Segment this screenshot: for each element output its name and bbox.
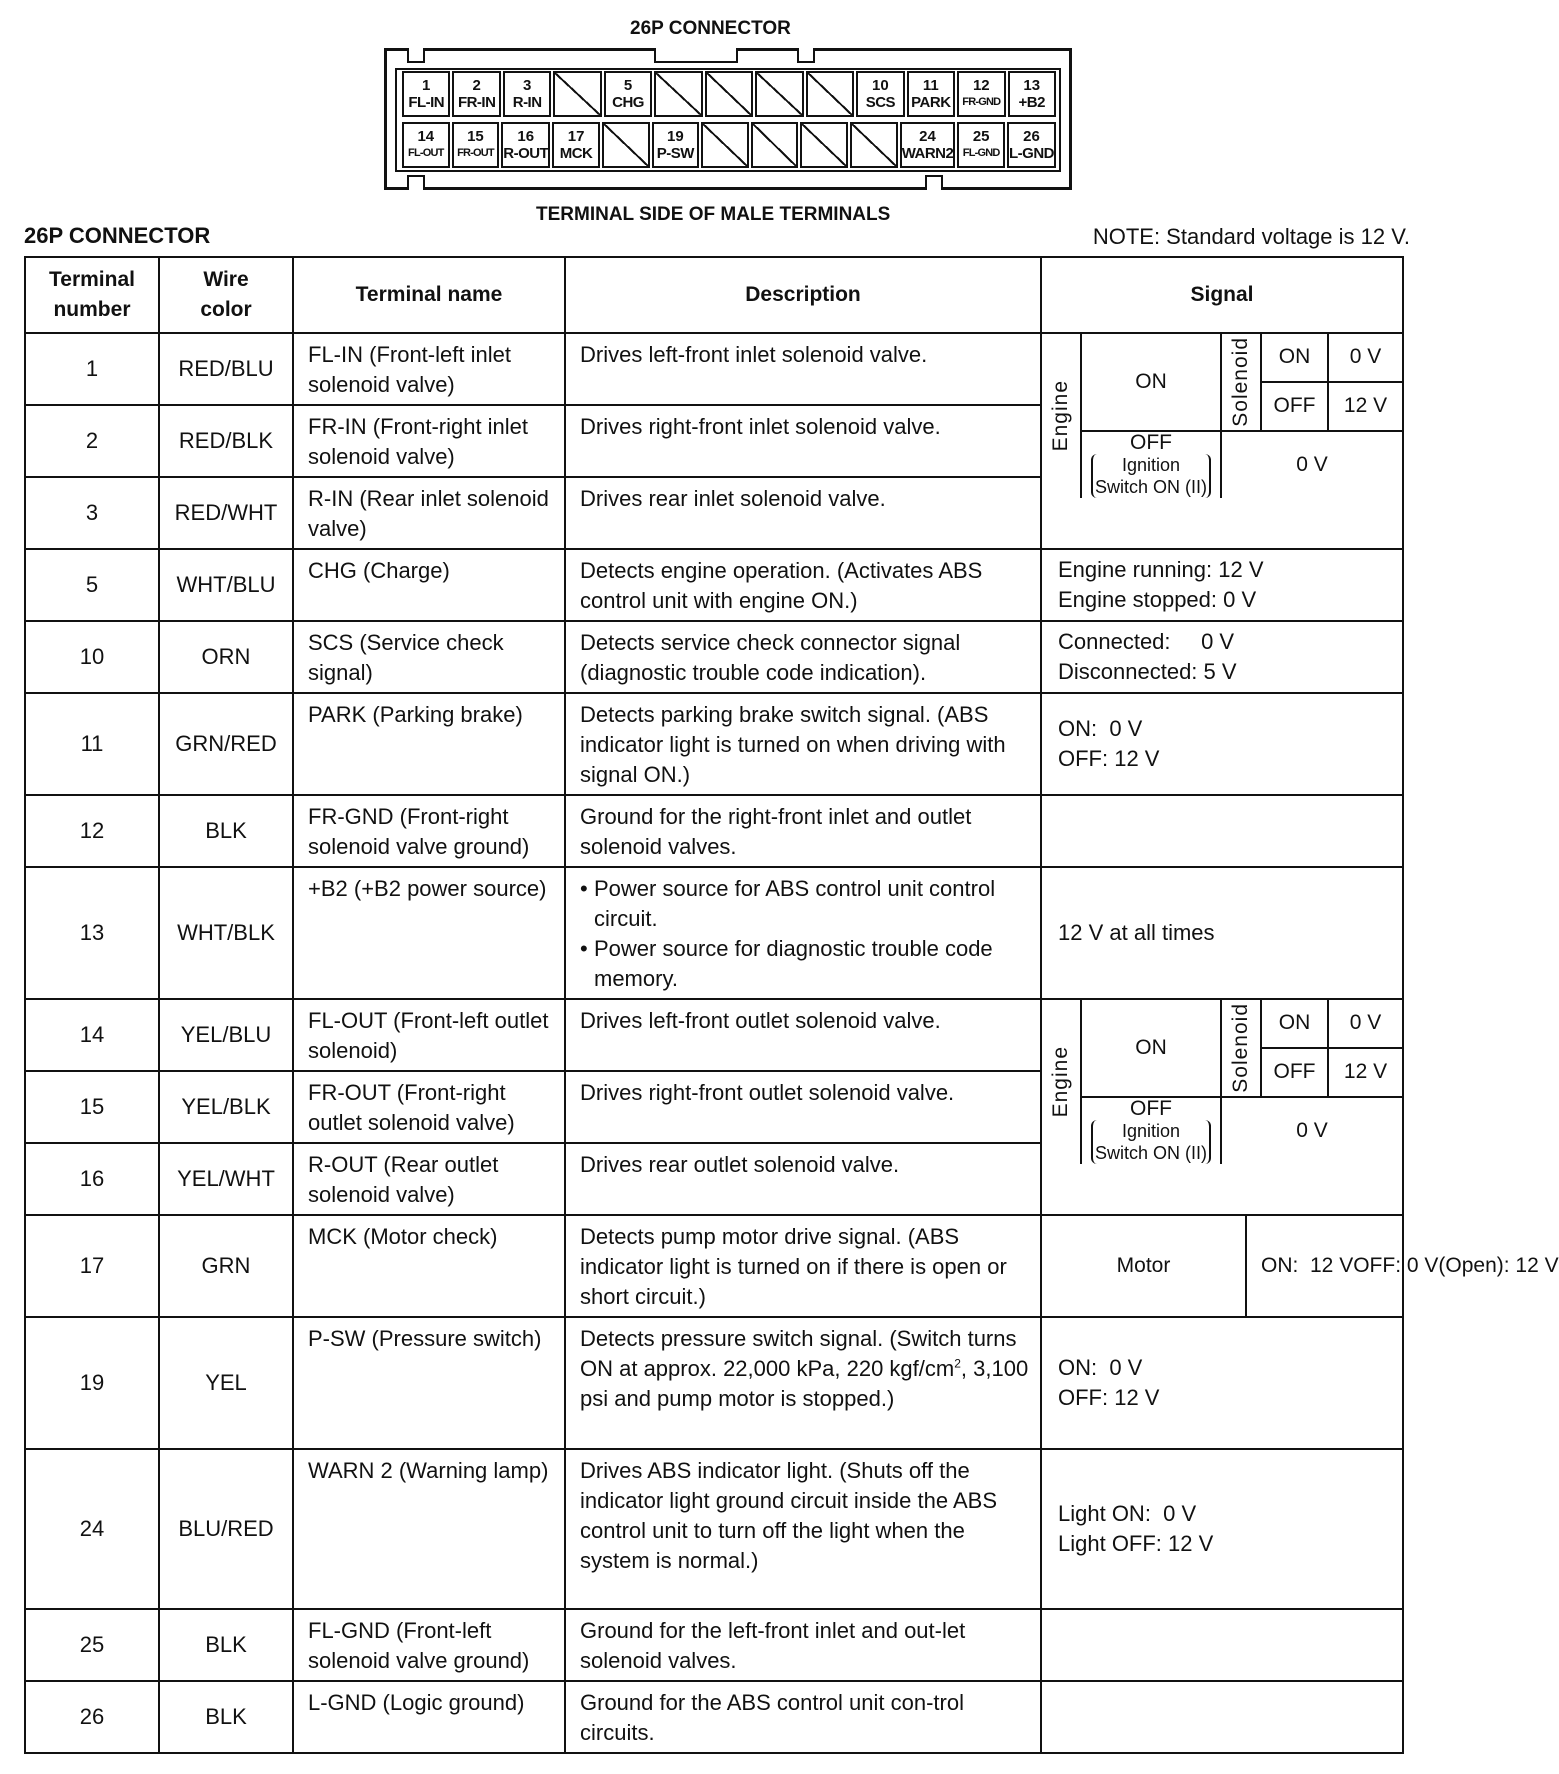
terminal-description: Drives right-front outlet solenoid valve. [565,1071,1041,1143]
connector-housing [395,68,1061,172]
terminal-number: 13 [25,867,159,999]
connector-subtitle: TERMINAL SIDE OF MALE TERMINALS [536,204,891,225]
solenoid-on-voltage: 0 V [1329,334,1402,383]
connector-pin [503,71,551,117]
connector-key-tab [797,48,815,63]
terminal-name: FL-OUT (Front-left outlet solenoid) [293,999,565,1071]
table-row [25,1317,1403,1449]
table-row [25,333,1403,405]
terminal-description: Drives rear outlet solenoid valve. [565,1143,1041,1215]
terminal-description: Detects service check connector signal (diagnostic trouble code indication). [565,621,1041,693]
wire-color: YEL/BLK [159,1071,293,1143]
ignition-switch-note: Ignition Switch ON (II) [1091,1120,1211,1164]
pin-number: 5 [623,77,633,94]
connector-pin [452,71,500,117]
wire-color: WHT/BLU [159,549,293,621]
pin-number: 24 [919,128,936,145]
terminal-number: 14 [25,999,159,1071]
connector-pin-empty [654,71,702,117]
terminal-description: Detects engine operation. (Activates ABS control unit with engine ON.) [565,549,1041,621]
engine-off-label: OFF [1130,1096,1172,1120]
connector-pin-empty [755,71,803,117]
terminal-number: 1 [25,333,159,405]
terminal-number: 5 [25,549,159,621]
connector-pin-empty [701,122,749,168]
terminal-number: 15 [25,1071,159,1143]
terminal-description: Drives ABS indicator light. (Shuts off the indicator light ground circuit inside the ABS control unit to turn off the light when the system is normal.) [565,1449,1041,1609]
connector-pin [957,122,1005,168]
connector-key-tab [925,175,943,190]
engine-on-label: ON [1082,334,1222,432]
terminal-number: 11 [25,693,159,795]
connector-pin [604,71,652,117]
table-row [25,693,1403,795]
wire-color: BLU/RED [159,1449,293,1609]
table-row [25,621,1403,693]
terminal-description: Ground for the ABS control unit con-trol circuits. [565,1681,1041,1753]
connector-title: 26P CONNECTOR [630,18,791,39]
solenoid-label: Solenoid [1222,334,1262,432]
terminal-number: 25 [25,1609,159,1681]
pin-label: MCK [559,145,593,162]
terminal-name: SCS (Service check signal) [293,621,565,693]
connector-pin [900,122,956,168]
terminal-name: WARN 2 (Warning lamp) [293,1449,565,1609]
table-row [25,1215,1403,1317]
table-row [25,1449,1403,1609]
terminal-description: Detects parking brake switch signal. (ABS indicator light is turned on when driving with signal ON.) [565,693,1041,795]
terminal-number: 10 [25,621,159,693]
connector-pin [501,122,550,168]
terminal-name: MCK (Motor check) [293,1215,565,1317]
solenoid-on-voltage: 0 V [1329,1000,1402,1049]
connector-pin [402,71,450,117]
terminal-description: Drives left-front inlet solenoid valve. [565,333,1041,405]
pin-number: 26 [1023,128,1040,145]
solenoid-off-voltage: 12 V [1329,1049,1402,1098]
connector-pin [402,122,450,168]
pin-label: R-OUT [503,145,549,162]
engine-off-label: OFF [1130,430,1172,454]
solenoid-on-label: ON [1262,334,1329,383]
solenoid-off-label: OFF [1262,1049,1329,1098]
terminal-description: Ground for the left-front inlet and out-let solenoid valves. [565,1609,1041,1681]
pin-number: 12 [972,77,990,94]
terminal-name: FR-OUT (Front-right outlet solenoid valve) [293,1071,565,1143]
terminal-number: 24 [25,1449,159,1609]
solenoid-off-voltage: 12 V [1329,383,1402,432]
terminal-name: R-OUT (Rear outlet solenoid valve) [293,1143,565,1215]
connector-key-tab [407,48,425,63]
pin-label: WARN2 [901,145,954,162]
wire-color: ORN [159,621,293,693]
terminal-number: 3 [25,477,159,549]
terminal-description: Ground for the right-front inlet and outlet solenoid valves. [565,795,1041,867]
connector-pin-empty [553,71,601,117]
connector-pin-empty [705,71,753,117]
table-row [25,549,1403,621]
pin-number: 3 [522,77,532,94]
terminal-table [24,256,1559,1754]
connector-pin-empty [602,122,650,168]
motor-signal-values: ON: 12 V OFF: 0 V (Open): 12 V [1261,1254,1559,1277]
pin-number: 13 [1023,77,1041,94]
connector-key-tab [654,48,738,63]
table-title: 26P CONNECTOR [24,223,211,248]
terminal-signal: 12 V at all times [1041,867,1403,999]
wire-color: YEL [159,1317,293,1449]
terminal-number: 16 [25,1143,159,1215]
wire-color: BLK [159,1609,293,1681]
pin-number: 25 [972,128,990,145]
pin-label: FL-OUT [408,147,444,159]
terminal-description: Drives right-front inlet solenoid valve. [565,405,1041,477]
terminal-signal: Connected: 0 V Disconnected: 5 V [1041,621,1403,693]
engine-off-block [1082,1098,1222,1164]
terminal-signal [1041,1609,1403,1681]
pin-number: 11 [922,77,939,94]
terminal-signal [1041,1215,1559,1317]
wire-color: BLK [159,795,293,867]
pin-label: FR-OUT [457,147,494,159]
terminal-signal [1041,795,1403,867]
connector-pin [856,71,904,117]
pin-label: +B2 [1018,94,1045,111]
pin-label: FL-IN [408,94,445,111]
terminal-signal: ON: 0 V OFF: 12 V [1041,1317,1403,1449]
header-description: Description [565,257,1041,333]
header-wire-color: Wire color [159,257,293,333]
wire-color: GRN/RED [159,693,293,795]
terminal-signal: Light ON: 0 V Light OFF: 12 V [1041,1449,1403,1609]
engine-label: Engine [1042,1000,1082,1164]
description-bullet: • Power source for diagnostic trouble code memory. [580,934,1032,994]
pin-number: 1 [422,77,431,94]
terminal-number: 19 [25,1317,159,1449]
pin-label: P-SW [656,145,694,162]
pin-number: 10 [872,77,889,94]
terminal-number: 2 [25,405,159,477]
terminal-name: PARK (Parking brake) [293,693,565,795]
table-row [25,1609,1403,1681]
pin-label: FR-IN [457,94,496,111]
solenoid-label: Solenoid [1222,1000,1262,1098]
connector-pin [1008,71,1056,117]
header-terminal-name: Terminal name [293,257,565,333]
terminal-name: L-GND (Logic ground) [293,1681,565,1753]
wire-color: YEL/WHT [159,1143,293,1215]
pin-number: 19 [667,128,684,145]
connector-row-top [401,70,1057,118]
connector-row-bottom [401,121,1057,169]
solenoid-on-label: ON [1262,1000,1329,1049]
motor-label: Motor [1042,1216,1247,1316]
wire-color: GRN [159,1215,293,1317]
terminal-number: 17 [25,1215,159,1317]
pin-number: 17 [567,128,585,145]
header-terminal-number: Terminal number [25,257,159,333]
terminal-number: 26 [25,1681,159,1753]
table-row [25,1681,1403,1753]
pin-label: PARK [911,94,951,111]
voltage-note: NOTE: Standard voltage is 12 V. [1092,224,1410,249]
connector-pin [1007,122,1056,168]
table-row [25,867,1403,999]
terminal-description: Drives left-front outlet solenoid valve. [565,999,1041,1071]
description-bullet: • Power source for ABS control unit control circuit. [580,874,1032,934]
solenoid-off-label: OFF [1262,383,1329,432]
connector-key-tab [407,175,425,190]
pin-number: 2 [472,77,481,94]
wire-color: RED/BLK [159,405,293,477]
wire-color: YEL/BLU [159,999,293,1071]
terminal-number: 12 [25,795,159,867]
connector-diagram [384,48,1072,190]
connector-pin-empty [850,122,898,168]
terminal-description: Detects pressure switch signal. (Switch turns ON at approx. 22,000 kPa, 220 kgf/$cm^2$, 3,100 psi and pump motor is stopped.) [565,1317,1041,1449]
wire-color: RED/WHT [159,477,293,549]
engine-on-label: ON [1082,1000,1222,1098]
engine-off-voltage: 0 V [1296,1118,1328,1142]
connector-pin [652,122,700,168]
terminal-name: FL-GND (Front-left solenoid valve ground) [293,1609,565,1681]
terminal-description: Drives rear inlet solenoid valve. [565,477,1041,549]
connector-pin [957,71,1005,117]
pin-label: SCS [865,94,896,111]
wire-color: RED/BLU [159,333,293,405]
table-row [25,795,1403,867]
pin-label: CHG [612,94,644,111]
terminal-name: CHG (Charge) [293,549,565,621]
engine-off-block [1082,432,1222,498]
pin-label: FR-GND [962,96,1001,108]
terminal-description [565,867,1041,999]
pin-number: 15 [467,128,484,145]
table-header-row [25,257,1403,333]
signal-inlet-solenoids [1041,333,1403,549]
engine-off-voltage: 0 V [1296,452,1328,476]
connector-pin [452,122,500,168]
terminal-signal [1041,1681,1403,1753]
connector-pin [907,71,955,117]
engine-label: Engine [1042,334,1082,498]
pin-number: 16 [517,128,535,145]
terminal-name: +B2 (+B2 power source) [293,867,565,999]
connector-pin [552,122,600,168]
pin-label: FL-GND [962,147,1000,159]
terminal-signal: Engine running: 12 V Engine stopped: 0 V [1041,549,1403,621]
terminal-name: R-IN (Rear inlet solenoid valve) [293,477,565,549]
table-row [25,999,1403,1071]
pin-number: 14 [417,128,435,145]
terminal-name: P-SW (Pressure switch) [293,1317,565,1449]
terminal-name: FR-IN (Front-right inlet solenoid valve) [293,405,565,477]
terminal-name: FL-IN (Front-left inlet solenoid valve) [293,333,565,405]
ignition-switch-note: Ignition Switch ON (II) [1091,454,1211,498]
wire-color: BLK [159,1681,293,1753]
header-signal: Signal [1041,257,1403,333]
pin-label: L-GND [1009,145,1054,162]
terminal-name: FR-GND (Front-right solenoid valve ground) [293,795,565,867]
connector-pin-empty [751,122,799,168]
terminal-signal: ON: 0 V OFF: 12 V [1041,693,1403,795]
pin-label: R-IN [512,94,542,111]
terminal-description: Detects pump motor drive signal. (ABS indicator light is turned on if there is open or short circuit.) [565,1215,1041,1317]
signal-outlet-solenoids [1041,999,1403,1215]
wire-color: WHT/BLK [159,867,293,999]
connector-pin-empty [806,71,854,117]
connector-pin-empty [800,122,848,168]
